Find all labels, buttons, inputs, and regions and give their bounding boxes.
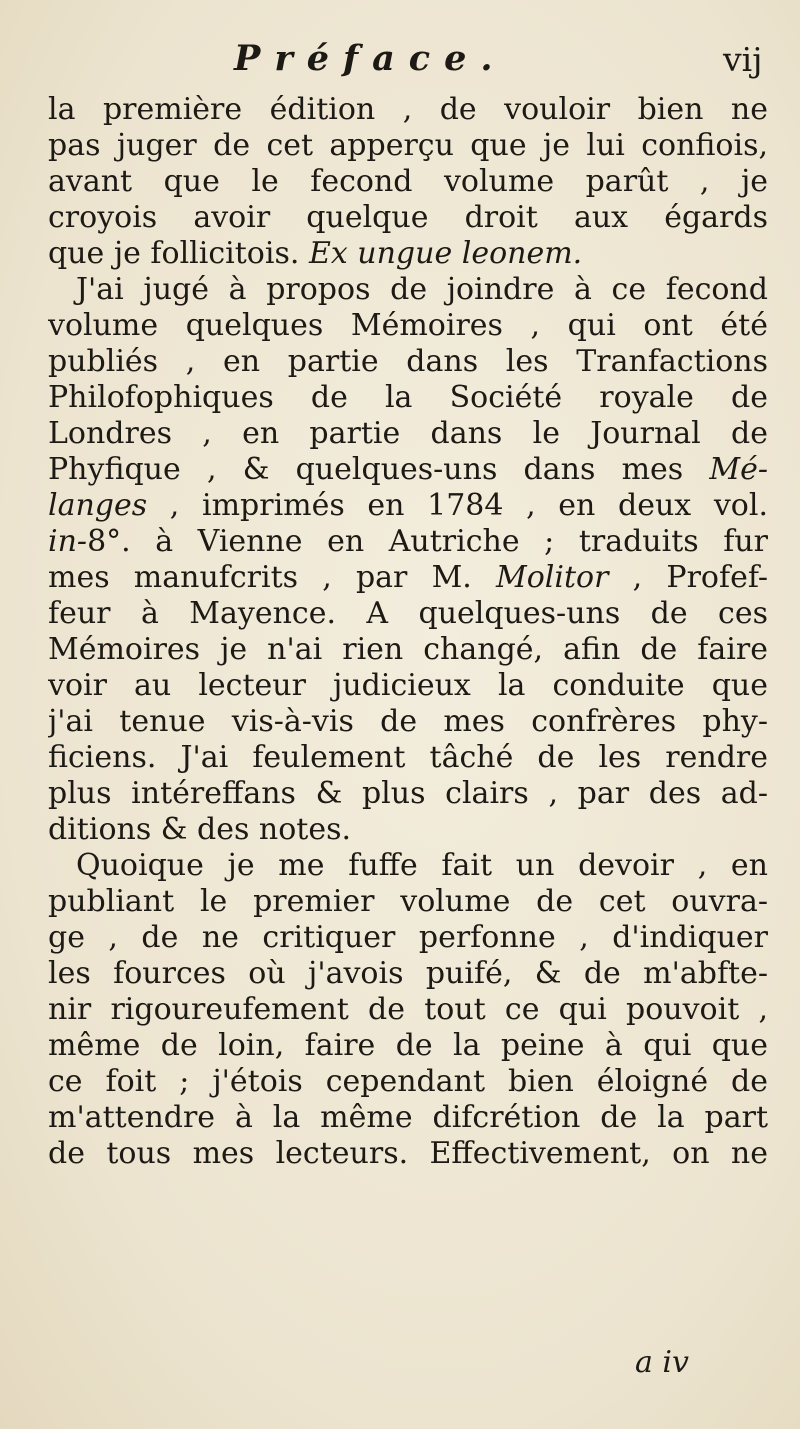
paragraph-start-line: Quoique je me fuffe fait un devoir , en xyxy=(76,848,768,883)
text-line: plus intéreffans & plus clairs , par des ad- xyxy=(48,776,768,811)
text-line: Phyfique , & quelques-uns dans mes Mé- xyxy=(48,452,768,487)
paragraph-start-line: J'ai jugé à propos de joindre à ce fecond xyxy=(76,272,768,307)
text-line: même de loin, faire de la peine à qui que xyxy=(48,1028,768,1063)
text-line: ce foit ; j'étois cependant bien éloigné de xyxy=(48,1064,768,1099)
text-line: croyois avoir quelque droit aux égards xyxy=(48,200,768,235)
text-line: volume quelques Mémoires , qui ont été xyxy=(48,308,768,343)
text-line: la première édition , de vouloir bien ne xyxy=(48,92,768,127)
running-title: Préface. xyxy=(234,38,507,79)
latin-motto: Ex ungue leonem. xyxy=(308,236,583,271)
page-number: vij xyxy=(723,40,763,79)
translator-name: Molitor xyxy=(496,560,609,595)
text-line: avant que le fecond volume parût , je xyxy=(48,164,768,199)
text-line: publiant le premier volume de cet ouvra- xyxy=(48,884,768,919)
text-line: de tous mes lecteurs. Effectivement, on ne xyxy=(48,1136,768,1171)
text-line: voir au lecteur judicieux la conduite que xyxy=(48,668,768,703)
text-line: ditions & des notes. xyxy=(48,812,352,847)
text-line: j'ai tenue vis-à-vis de mes confrères phy- xyxy=(48,704,768,739)
page-header xyxy=(0,38,800,88)
body-text xyxy=(48,92,768,1172)
text-line: pas juger de cet apperçu que je lui confiois, xyxy=(48,128,768,163)
text-line: ge , de ne critiquer perfonne , d'indiquer xyxy=(48,920,768,955)
text-line: que je follicitois. Ex ungue leonem. xyxy=(48,236,583,271)
text-line: Philofophiques de la Société royale de xyxy=(48,380,768,415)
signature-mark: a iv xyxy=(635,1345,689,1380)
text-line: nir rigoureufement de tout ce qui pouvoit , xyxy=(48,992,768,1027)
text-line: in-8°. à Vienne en Autriche ; traduits fur xyxy=(48,524,768,559)
text-line: feur à Mayence. A quelques-uns de ces xyxy=(48,596,768,631)
text-line: publiés , en partie dans les Tranfactions xyxy=(48,344,768,379)
text-line: Mémoires je n'ai rien changé, afin de faire xyxy=(48,632,768,667)
text-line: mes manufcrits , par M. Molitor , Profef- xyxy=(48,560,768,595)
text-line: Londres , en partie dans le Journal de xyxy=(48,416,768,451)
text-line: langes , imprimés en 1784 , en deux vol. xyxy=(48,488,768,523)
text-line: les fources où j'avois puifé, & de m'abfte- xyxy=(48,956,768,991)
text-line: ficiens. J'ai feulement tâché de les rendre xyxy=(48,740,768,775)
text-line: m'attendre à la même difcrétion de la part xyxy=(48,1100,768,1135)
